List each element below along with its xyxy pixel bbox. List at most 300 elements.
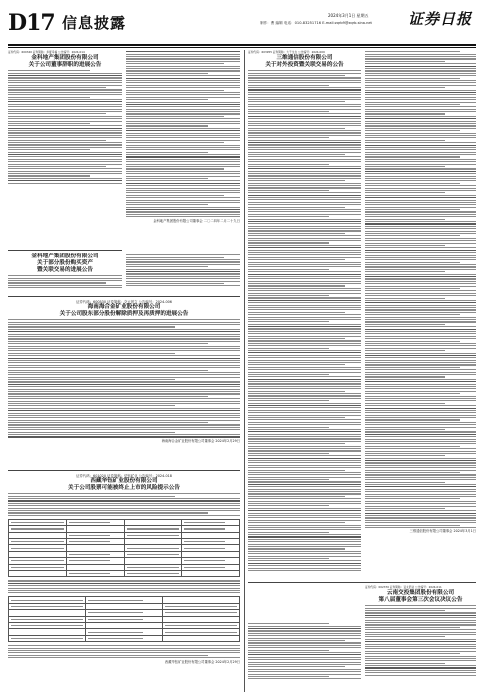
text-line bbox=[248, 144, 361, 145]
text-line bbox=[8, 282, 106, 283]
notice-2 bbox=[8, 253, 122, 293]
text-line bbox=[11, 548, 64, 549]
text-line bbox=[126, 133, 240, 134]
table-cell bbox=[86, 635, 163, 641]
text-line bbox=[365, 295, 476, 296]
text-line bbox=[248, 446, 361, 447]
text-line bbox=[248, 645, 361, 646]
text-line bbox=[365, 415, 476, 416]
text-line bbox=[365, 54, 476, 55]
text-line bbox=[8, 652, 240, 653]
text-line bbox=[365, 70, 476, 71]
text-line bbox=[365, 338, 476, 339]
text-line bbox=[8, 396, 208, 397]
text-line bbox=[8, 500, 240, 501]
text-line bbox=[126, 204, 208, 205]
editor-line: 制作：曹 编辑 电话：010-83251716 E-mail:zqrb9@zqrb.sina.net bbox=[260, 21, 372, 25]
text-line bbox=[365, 216, 476, 217]
text-line bbox=[365, 398, 476, 399]
text-line bbox=[365, 262, 460, 263]
text-line bbox=[365, 82, 476, 83]
text-line bbox=[248, 640, 345, 641]
text-line bbox=[248, 233, 345, 234]
text-line bbox=[8, 365, 240, 366]
text-line bbox=[365, 513, 476, 514]
text-line bbox=[365, 462, 476, 463]
text-line bbox=[248, 247, 361, 248]
text-line bbox=[248, 541, 361, 542]
text-line bbox=[365, 326, 476, 327]
text-line bbox=[365, 252, 476, 253]
text-line bbox=[365, 113, 445, 114]
text-line bbox=[8, 154, 122, 155]
text-line bbox=[248, 262, 361, 263]
text-line bbox=[365, 274, 476, 275]
text-line bbox=[248, 245, 361, 246]
text-line bbox=[248, 195, 361, 196]
text-line bbox=[248, 472, 361, 473]
text-line bbox=[365, 632, 476, 633]
text-line bbox=[365, 286, 476, 287]
text-line bbox=[88, 638, 143, 639]
text-line bbox=[248, 99, 361, 100]
text-line bbox=[126, 130, 240, 131]
notice-5 bbox=[248, 50, 361, 620]
text-line bbox=[8, 374, 240, 375]
text-line bbox=[365, 130, 460, 131]
text-line bbox=[8, 645, 240, 646]
text-line bbox=[8, 408, 240, 409]
text-line bbox=[365, 128, 476, 129]
text-line bbox=[365, 436, 476, 437]
table-cell bbox=[182, 571, 240, 577]
text-line bbox=[8, 92, 122, 93]
text-line bbox=[8, 183, 122, 184]
notice-body bbox=[365, 605, 476, 675]
text-line bbox=[8, 168, 122, 169]
text-line bbox=[8, 648, 240, 649]
text-line bbox=[8, 370, 208, 371]
text-line bbox=[365, 403, 445, 404]
text-line bbox=[365, 367, 460, 368]
text-line bbox=[248, 678, 361, 679]
text-line bbox=[365, 417, 476, 418]
text-line bbox=[365, 61, 445, 62]
text-line bbox=[365, 508, 445, 509]
text-line bbox=[365, 288, 460, 289]
text-line bbox=[365, 176, 476, 177]
text-line bbox=[248, 252, 361, 253]
text-line bbox=[248, 331, 361, 332]
text-line bbox=[248, 348, 329, 349]
text-line bbox=[8, 583, 240, 584]
text-line bbox=[248, 283, 361, 284]
text-line bbox=[365, 656, 476, 657]
notice-company: 金科地产集团股份有限公司 bbox=[31, 253, 99, 259]
text-line bbox=[126, 125, 208, 126]
text-line bbox=[365, 400, 476, 401]
text-line bbox=[126, 276, 240, 277]
text-line bbox=[248, 362, 361, 363]
text-line bbox=[248, 630, 361, 631]
text-line bbox=[8, 285, 122, 286]
text-line bbox=[8, 350, 240, 351]
text-line bbox=[248, 135, 361, 136]
text-line bbox=[248, 422, 361, 423]
text-line bbox=[248, 517, 361, 518]
text-line bbox=[365, 305, 476, 306]
notice-company: 金科地产集团股份有限公司 bbox=[31, 55, 99, 61]
text-line bbox=[248, 271, 361, 272]
notice-2-continued bbox=[126, 253, 240, 293]
text-line bbox=[8, 405, 175, 406]
text-line bbox=[248, 415, 361, 416]
text-line bbox=[127, 528, 180, 529]
text-line bbox=[365, 620, 476, 621]
text-line bbox=[8, 329, 240, 330]
text-line bbox=[8, 422, 208, 423]
text-line bbox=[248, 228, 361, 229]
section-title: 信息披露 bbox=[62, 14, 127, 32]
text-line bbox=[365, 608, 476, 609]
text-line bbox=[248, 532, 329, 533]
notice-1-continued bbox=[126, 50, 240, 255]
text-line bbox=[365, 350, 445, 351]
text-line bbox=[8, 590, 240, 591]
text-line bbox=[365, 123, 476, 124]
text-line bbox=[365, 226, 476, 227]
text-line bbox=[126, 269, 240, 270]
text-line bbox=[365, 634, 476, 635]
text-line bbox=[365, 472, 460, 473]
text-line bbox=[126, 94, 240, 95]
text-line bbox=[365, 255, 476, 256]
text-line bbox=[365, 670, 476, 671]
text-line bbox=[8, 493, 240, 494]
text-line bbox=[365, 405, 476, 406]
text-line bbox=[365, 622, 476, 623]
text-line bbox=[248, 419, 361, 420]
text-line bbox=[365, 510, 476, 511]
text-line bbox=[248, 513, 361, 514]
text-line bbox=[248, 391, 345, 392]
text-line bbox=[248, 113, 361, 114]
text-line bbox=[126, 145, 240, 146]
text-line bbox=[248, 168, 361, 169]
text-line bbox=[248, 669, 361, 670]
masthead-rule bbox=[8, 44, 476, 46]
text-line bbox=[8, 280, 122, 281]
text-line bbox=[365, 276, 476, 277]
notice-header: 证券代码：601020 证券简称：华钰矿业 公告编号：2024-018 bbox=[76, 474, 172, 478]
text-line bbox=[248, 319, 361, 320]
text-line bbox=[126, 104, 240, 105]
text-line bbox=[126, 183, 240, 184]
text-line bbox=[126, 152, 208, 153]
text-line bbox=[248, 560, 361, 561]
text-line bbox=[8, 73, 122, 74]
text-line bbox=[365, 211, 476, 212]
text-line bbox=[365, 482, 445, 483]
data-table bbox=[8, 519, 240, 578]
text-line bbox=[248, 92, 361, 93]
text-line bbox=[248, 474, 361, 475]
text-line bbox=[365, 527, 476, 528]
text-line bbox=[8, 427, 240, 428]
text-line bbox=[365, 667, 476, 668]
text-line bbox=[8, 109, 122, 110]
text-line bbox=[126, 80, 240, 81]
text-line bbox=[8, 398, 240, 399]
text-line bbox=[365, 85, 476, 86]
text-line bbox=[248, 467, 361, 468]
text-line bbox=[8, 403, 240, 404]
text-line bbox=[8, 650, 240, 651]
notice-header: 证券代码：002370 证券简称：亚太药业 公告编号：2024-011 bbox=[365, 585, 442, 589]
table-row bbox=[9, 635, 240, 641]
text-line bbox=[248, 125, 361, 126]
text-line bbox=[126, 149, 240, 150]
text-line bbox=[126, 121, 240, 122]
text-line bbox=[365, 391, 476, 392]
text-line bbox=[126, 54, 240, 55]
text-line bbox=[126, 58, 240, 59]
text-line bbox=[365, 312, 476, 313]
text-line bbox=[365, 644, 476, 645]
text-line bbox=[248, 333, 361, 334]
notice-1 bbox=[8, 50, 122, 255]
text-line bbox=[365, 651, 476, 652]
text-line bbox=[248, 441, 361, 442]
text-line bbox=[248, 642, 361, 643]
text-line bbox=[248, 235, 361, 236]
notice-company: 云南交投集团股份有限公司 bbox=[386, 590, 455, 596]
text-line bbox=[126, 82, 240, 83]
text-line bbox=[184, 541, 225, 542]
text-line bbox=[126, 178, 208, 179]
text-line bbox=[365, 517, 476, 518]
text-line bbox=[69, 560, 110, 561]
text-line bbox=[365, 290, 476, 291]
text-line bbox=[248, 398, 361, 399]
text-line bbox=[248, 214, 361, 215]
notice-signature: 金科地产集团股份有限公司董事会 二〇二四年二月二十九日 bbox=[153, 218, 240, 223]
text-line bbox=[248, 147, 361, 148]
text-line bbox=[248, 410, 361, 411]
text-line bbox=[11, 560, 64, 561]
text-line bbox=[365, 228, 476, 229]
text-line bbox=[11, 541, 64, 542]
text-line bbox=[126, 78, 240, 79]
text-line bbox=[365, 149, 476, 150]
text-line bbox=[365, 250, 476, 251]
text-line bbox=[8, 434, 240, 435]
text-line bbox=[365, 486, 476, 487]
text-line bbox=[365, 319, 476, 320]
text-line bbox=[365, 455, 445, 456]
text-line bbox=[365, 494, 476, 495]
text-line bbox=[365, 321, 476, 322]
text-line bbox=[365, 99, 476, 100]
text-line bbox=[8, 111, 122, 112]
text-line bbox=[365, 345, 476, 346]
text-line bbox=[365, 161, 476, 162]
text-line bbox=[365, 240, 476, 241]
text-line bbox=[365, 233, 476, 234]
text-line bbox=[248, 226, 361, 227]
text-line bbox=[248, 173, 361, 174]
text-line bbox=[248, 568, 361, 569]
text-line bbox=[365, 379, 476, 380]
text-line bbox=[365, 293, 476, 294]
text-line bbox=[69, 541, 110, 542]
text-line bbox=[11, 528, 64, 529]
text-line bbox=[8, 355, 240, 356]
text-line bbox=[365, 204, 476, 205]
text-line bbox=[248, 556, 361, 557]
text-line bbox=[365, 197, 476, 198]
text-line bbox=[248, 496, 345, 497]
text-line bbox=[248, 623, 329, 624]
text-line bbox=[248, 381, 361, 382]
text-line bbox=[365, 145, 476, 146]
text-line bbox=[248, 453, 329, 454]
text-line bbox=[248, 652, 361, 653]
text-line bbox=[184, 567, 225, 568]
text-line bbox=[248, 238, 361, 239]
text-line bbox=[365, 75, 476, 76]
text-line bbox=[8, 135, 122, 136]
text-line bbox=[8, 410, 240, 411]
text-line bbox=[8, 142, 122, 143]
text-line bbox=[365, 133, 476, 134]
text-line bbox=[248, 491, 361, 492]
text-line bbox=[126, 161, 240, 162]
text-line bbox=[126, 135, 240, 136]
text-line bbox=[365, 522, 476, 523]
text-line bbox=[8, 429, 240, 430]
text-line bbox=[8, 275, 122, 276]
text-line bbox=[365, 477, 476, 478]
text-line bbox=[8, 358, 240, 359]
notice-signature: 西藏华钰矿业股份有限公司董事会 2024年2月29日 bbox=[164, 659, 240, 664]
text-line bbox=[365, 333, 476, 334]
text-line bbox=[248, 355, 361, 356]
table-cell bbox=[9, 635, 86, 641]
text-line bbox=[8, 377, 240, 378]
text-line bbox=[8, 161, 122, 162]
text-line bbox=[248, 137, 329, 138]
text-line bbox=[365, 388, 476, 389]
notice-divider bbox=[8, 470, 240, 471]
notice-title-line-2: 暨关联交易的进展公告 bbox=[37, 267, 93, 273]
text-line bbox=[69, 522, 110, 523]
text-line bbox=[126, 68, 240, 69]
text-line bbox=[365, 393, 460, 394]
text-line bbox=[365, 453, 476, 454]
notice-header: 证券代码：600340 证券简称：华夏幸福 公告编号：2024-014 bbox=[8, 50, 85, 54]
text-line bbox=[248, 317, 361, 318]
text-line bbox=[8, 580, 240, 581]
text-line bbox=[365, 94, 476, 95]
text-line bbox=[127, 573, 180, 574]
text-line bbox=[126, 197, 240, 198]
text-line bbox=[365, 343, 476, 344]
text-line bbox=[365, 369, 476, 370]
text-line bbox=[365, 422, 476, 423]
text-line bbox=[365, 629, 476, 630]
text-line bbox=[365, 381, 476, 382]
text-line bbox=[365, 278, 476, 279]
masthead bbox=[8, 6, 476, 46]
text-line bbox=[365, 324, 445, 325]
text-line bbox=[248, 493, 361, 494]
text-line bbox=[8, 324, 240, 325]
text-line bbox=[248, 544, 361, 545]
text-line bbox=[8, 159, 122, 160]
text-line bbox=[365, 515, 476, 516]
text-line bbox=[365, 137, 476, 138]
text-line bbox=[365, 209, 460, 210]
text-line bbox=[248, 664, 361, 665]
text-line bbox=[365, 238, 476, 239]
text-line bbox=[248, 458, 361, 459]
text-line bbox=[248, 307, 361, 308]
text-line bbox=[248, 269, 329, 270]
text-line bbox=[184, 522, 225, 523]
text-line bbox=[8, 130, 122, 131]
text-line bbox=[126, 259, 240, 260]
text-line bbox=[248, 374, 329, 375]
text-line bbox=[248, 455, 361, 456]
text-line bbox=[165, 612, 237, 613]
text-line bbox=[248, 529, 361, 530]
text-line bbox=[248, 553, 361, 554]
text-line bbox=[184, 548, 225, 549]
text-line bbox=[365, 360, 476, 361]
notice-divider bbox=[8, 250, 122, 251]
text-line bbox=[365, 219, 445, 220]
text-line bbox=[127, 554, 180, 555]
notice-title: 关于部分股份购买资产 bbox=[37, 260, 93, 266]
text-line bbox=[365, 171, 476, 172]
text-line bbox=[69, 535, 110, 536]
text-line bbox=[8, 99, 122, 100]
text-line bbox=[365, 362, 476, 363]
text-line bbox=[126, 75, 240, 76]
text-line bbox=[8, 149, 90, 150]
text-line bbox=[365, 109, 476, 110]
text-line bbox=[365, 147, 476, 148]
text-line bbox=[8, 505, 240, 506]
text-line bbox=[248, 266, 361, 267]
text-line bbox=[248, 164, 329, 165]
text-line bbox=[365, 314, 460, 315]
text-line bbox=[365, 159, 476, 160]
text-line bbox=[126, 61, 240, 62]
text-line bbox=[248, 278, 361, 279]
text-line bbox=[365, 178, 476, 179]
text-line bbox=[365, 439, 476, 440]
text-line bbox=[8, 515, 240, 516]
text-line bbox=[248, 73, 361, 74]
text-line bbox=[365, 663, 445, 664]
text-line bbox=[8, 97, 90, 98]
text-line bbox=[126, 113, 240, 114]
notice-company: 三维通信股份有限公司 bbox=[276, 55, 333, 61]
text-line bbox=[8, 592, 240, 593]
text-line bbox=[248, 156, 361, 157]
